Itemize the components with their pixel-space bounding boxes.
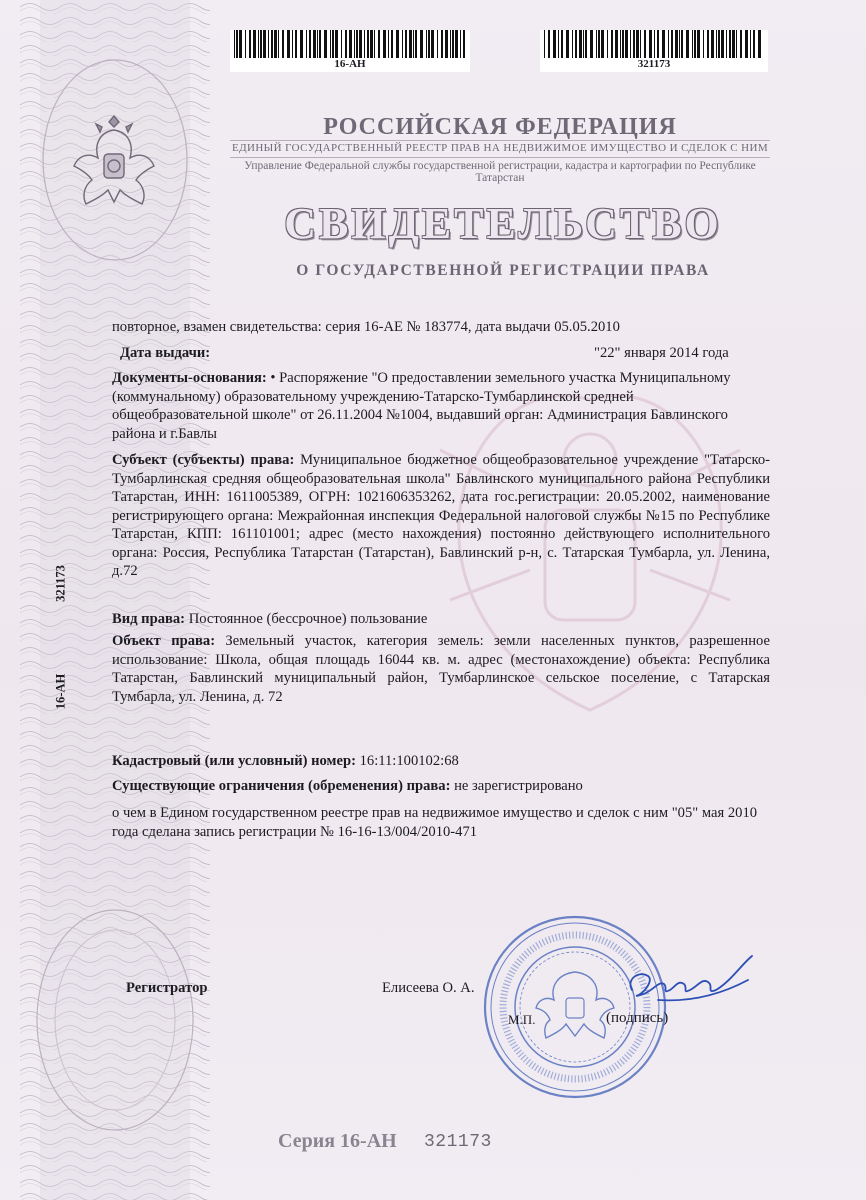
barcode-bar <box>750 30 751 58</box>
barcode-bar <box>319 30 321 58</box>
barcode-bar <box>287 30 290 58</box>
issue-date-row <box>112 344 770 363</box>
documents-value: • Распоряжение "О предоставлении земельного участка Муниципальному (коммунальному) образовательному учреждению-Татарско-Тумбарлинской средней общеобразовательной школе" от 26.11.2004 №1004, выдавший орган: Администрация Бавлинского района и г.Бавлы <box>112 370 731 442</box>
header-authority: Управление Федеральной службы государственной регистрации, кадастра и картографии по Республике Татарстан <box>244 160 756 184</box>
certificate-title: СВИДЕТЕЛЬСТВО <box>284 199 722 248</box>
barcode-bar <box>402 30 403 58</box>
restrictions-value: не зарегистрировано <box>450 778 583 794</box>
barcode-bar <box>707 30 709 58</box>
barcode-bar <box>364 30 365 58</box>
barcode-bar <box>721 30 724 58</box>
barcode-bar <box>644 30 646 58</box>
barcode-bar <box>405 30 407 58</box>
barcode-bar <box>367 30 369 58</box>
issue-date-value: "22" января 2014 года <box>594 345 729 361</box>
barcode-bar <box>332 30 334 58</box>
side-number: 321173 <box>53 565 68 602</box>
barcode-bar <box>598 30 600 58</box>
barcode-bar <box>620 30 621 58</box>
subject-value: Муниципальное бюджетное общеобразовательное учреждение "Татарско-Тумбарлинская средняя общеобразовательная школа" Бавлинского муниципального района Республики Татарстан, ИНН: 1611005389, ОГРН: 1021606353262, дата гос.регистрации: 20.05.2002, наименование регистрирующего органа: Межрайонная инспекция Федеральной налоговой службы №15 по Республике Татарстан, КПП: 161101001; адрес (место нахождения) постоянно действующего исполнительного органа: Россия, Республика Татарстан (Татарстан), Бавлинский р-н, с. Татарская Тумбарла, ул. Ленина, д.72 <box>112 452 770 579</box>
barcode-bar <box>428 30 430 58</box>
barcode-bar <box>413 30 414 58</box>
barcode-bar <box>758 30 761 58</box>
barcode-bar <box>306 30 307 58</box>
barcode-bar <box>341 30 342 58</box>
barcode-bar <box>572 30 573 58</box>
barcode-bar <box>445 30 448 58</box>
barcode-bar <box>729 30 731 58</box>
subject-block <box>112 451 770 581</box>
barcode-bar <box>383 30 386 58</box>
barcode-bar <box>575 30 577 58</box>
documents-basis <box>112 369 770 443</box>
barcode-bar <box>732 30 735 58</box>
cadastral-row <box>112 752 770 771</box>
handwritten-signature <box>618 950 758 1012</box>
seal-place-label: М.П. <box>508 1012 536 1027</box>
barcode-bar <box>388 30 389 58</box>
barcode-bar <box>718 30 720 58</box>
barcode-bar <box>716 30 717 58</box>
barcode-bar <box>356 30 358 58</box>
barcode-bar <box>692 30 693 58</box>
barcode-bar <box>579 30 582 58</box>
barcode-bar <box>415 30 417 58</box>
barcode-bar <box>636 30 639 58</box>
barcode-bar <box>282 30 284 58</box>
barcode-bar <box>596 30 597 58</box>
barcode-bar <box>268 30 269 58</box>
barcode-bar <box>657 30 659 58</box>
barcode-bar <box>245 30 246 58</box>
barcode-bar <box>317 30 318 58</box>
barcode-bar <box>359 30 362 58</box>
header-rule-mid <box>230 157 770 158</box>
barcode-bar <box>330 30 331 58</box>
restrictions-label: Существующие ограничения (обременения) права: <box>112 778 451 794</box>
barcode-bar <box>544 30 545 58</box>
barcode-bar <box>234 30 235 58</box>
header-country: РОССИЙСКАЯ ФЕДЕРАЦИЯ <box>323 114 677 140</box>
right-type-row <box>112 610 770 629</box>
barcode-bar <box>607 30 608 58</box>
barcode-bar <box>566 30 569 58</box>
barcode-bar <box>686 30 689 58</box>
issue-date-label: Дата выдачи: <box>120 345 211 361</box>
signature-label: (подпись) <box>606 1010 669 1026</box>
barcode-bar <box>309 30 311 58</box>
barcode-bar <box>654 30 655 58</box>
barcode-bar <box>295 30 297 58</box>
barcode-bar <box>335 30 338 58</box>
barcode-bar <box>622 30 624 58</box>
barcode-bar <box>374 30 375 58</box>
barcode-bar <box>239 30 242 58</box>
barcode-bar <box>585 30 587 58</box>
barcode-bar <box>292 30 293 58</box>
barcode-bar <box>697 30 700 58</box>
barcode-bar <box>274 30 277 58</box>
barcode-bar <box>745 30 748 58</box>
barcode-bar <box>601 30 604 58</box>
barcode-bar <box>452 30 454 58</box>
barcode-bar <box>615 30 618 58</box>
barcode-bar <box>662 30 665 58</box>
header-registry: ЕДИНЫЙ ГОСУДАРСТВЕННЫЙ РЕЕСТР ПРАВ НА НЕДВИЖИМОЕ ИМУЩЕСТВО И СДЕЛОК С НИМ <box>231 142 769 154</box>
barcode-bar <box>548 30 550 58</box>
barcode-bar <box>630 30 631 58</box>
cadastral-value: 16:11:100102:68 <box>355 753 459 769</box>
barcode-bar <box>300 30 303 58</box>
barcode-bar <box>271 30 273 58</box>
barcode-bar <box>278 30 279 58</box>
certificate-subtitle: О ГОСУДАРСТВЕННОЙ РЕГИСТРАЦИИ ПРАВА <box>296 262 710 279</box>
barcode-bar <box>633 30 635 58</box>
barcode-bar <box>694 30 696 58</box>
barcode-bar <box>396 30 399 58</box>
documents-label: Документы-основания: <box>112 370 267 386</box>
registrar-label: Регистратор <box>126 980 208 996</box>
right-type-value: Постоянное (бессрочное) пользование <box>185 611 428 627</box>
barcode-bar <box>671 30 673 58</box>
barcode-bar <box>258 30 259 58</box>
barcode-bar <box>324 30 327 58</box>
barcode-bar <box>378 30 380 58</box>
barcode-left-label: 16-АН <box>334 58 366 70</box>
barcode-left <box>230 30 470 72</box>
coat-of-arms-icon <box>70 110 158 220</box>
object-value: Земельный участок, категория земель: земли населенных пунктов, разрешенное использование: Школа, общая площадь 16044 кв. м. адрес (местонахождение) объекта: Республика Татарстан, Бавлинский муниципальный район, Тумбарлинское сельское поселение, с Татарская Тумбарла, ул. Ленина, д. 72 <box>112 633 770 705</box>
barcode-bar <box>437 30 438 58</box>
barcode-bar <box>679 30 680 58</box>
barcode-bar <box>370 30 373 58</box>
barcode-right-label: 321173 <box>637 58 671 70</box>
barcode-bar <box>420 30 423 58</box>
right-type-label: Вид права: <box>112 611 186 627</box>
barcode-bar <box>649 30 652 58</box>
barcode-bar <box>450 30 451 58</box>
barcode-bar <box>349 30 352 58</box>
barcode-bar <box>590 30 593 58</box>
barcode-right <box>540 30 768 72</box>
object-label: Объект права: <box>112 633 216 649</box>
barcode-bar <box>263 30 266 58</box>
barcode-bar <box>740 30 742 58</box>
barcode-bar <box>703 30 704 58</box>
barcode-bar <box>625 30 628 58</box>
barcode-bar <box>253 30 256 58</box>
barcode-bar <box>354 30 355 58</box>
barcode-bar <box>460 30 461 58</box>
subject-label: Субъект (субъекты) права: <box>112 452 295 468</box>
barcode-bar <box>711 30 714 58</box>
footer-number: 321173 <box>424 1132 492 1152</box>
barcode-bar <box>675 30 678 58</box>
barcode-bar <box>553 30 556 58</box>
barcode-bar <box>313 30 316 58</box>
barcode-bar <box>249 30 251 58</box>
object-block <box>112 632 770 706</box>
barcode-bar <box>345 30 347 58</box>
barcode-bar <box>668 30 669 58</box>
footer-series: Серия 16-АН <box>278 1130 397 1152</box>
barcode-bar <box>260 30 262 58</box>
registrar-name: Елисеева О. А. <box>382 980 475 996</box>
barcode-bar <box>409 30 412 58</box>
barcode-bar <box>236 30 238 58</box>
barcode-bar <box>391 30 393 58</box>
restrictions-row <box>112 777 770 796</box>
barcode-bar <box>640 30 641 58</box>
barcode-bar <box>583 30 584 58</box>
repeat-note: повторное, взамен свидетельства: серия 16-АЕ № 183774, дата выдачи 05.05.2010 <box>112 319 620 335</box>
barcode-bar <box>561 30 563 58</box>
barcode-bar <box>441 30 443 58</box>
cadastral-label: Кадастровый (или условный) номер: <box>112 753 356 769</box>
header-rule-top <box>230 140 770 141</box>
barcode-bar <box>463 30 465 58</box>
barcode-bar <box>558 30 559 58</box>
barcode-bar <box>736 30 737 58</box>
barcode-bar <box>726 30 727 58</box>
barcode-bar <box>611 30 613 58</box>
barcode-bar <box>455 30 458 58</box>
side-series: 16-АН <box>53 673 68 710</box>
barcode-bar <box>681 30 683 58</box>
barcode-bar <box>426 30 427 58</box>
barcode-bar <box>753 30 755 58</box>
barcode-bar <box>431 30 434 58</box>
registry-record: о чем в Едином государственном реестре прав на недвижимое имущество и сделок с ним "05" мая 2010 года сделана запись регистрации № 16-16-13/004/2010-471 <box>112 805 758 840</box>
